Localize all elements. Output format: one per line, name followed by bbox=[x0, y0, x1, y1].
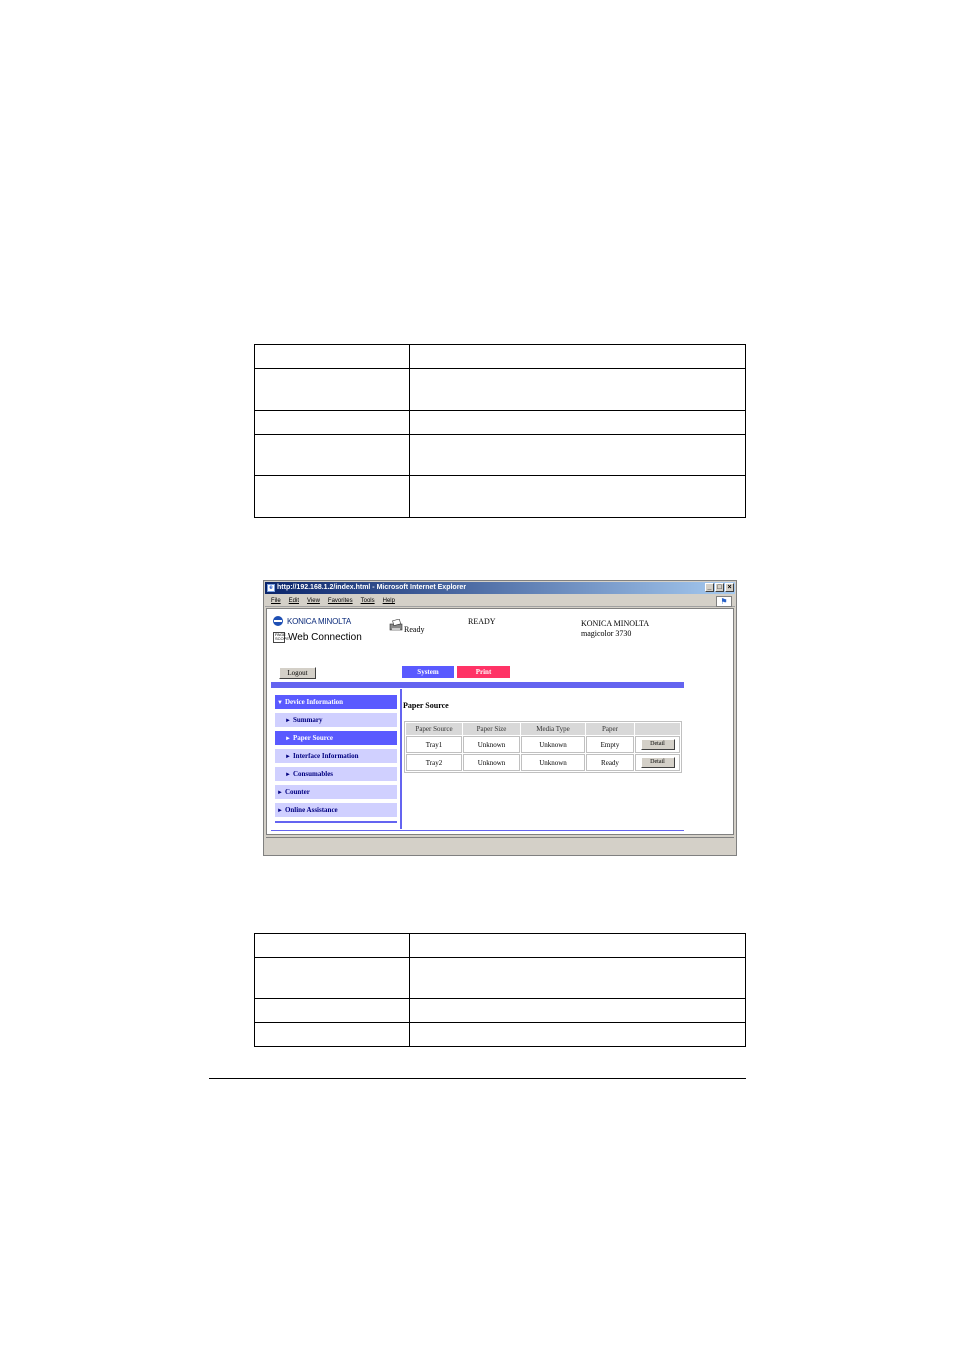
paper-status-cell: Ready bbox=[586, 754, 634, 771]
paper-source-cell: Tray2 bbox=[406, 754, 462, 771]
tab-system[interactable]: System bbox=[402, 666, 454, 678]
table-cell bbox=[255, 476, 410, 518]
media-type-cell: Unknown bbox=[521, 736, 585, 753]
triangle-down-icon: ▼ bbox=[277, 700, 283, 706]
paper-source-table bbox=[404, 721, 682, 773]
window-controls bbox=[705, 583, 734, 592]
paper-size-cell: Unknown bbox=[463, 754, 520, 771]
table-cell bbox=[410, 934, 746, 958]
table-cell bbox=[410, 411, 746, 435]
status-text: Ready bbox=[404, 625, 425, 634]
sidebar-item-paper-source[interactable] bbox=[275, 731, 397, 745]
device-status: READY bbox=[468, 617, 496, 626]
column-header: Paper Source bbox=[406, 723, 462, 735]
paper-source-cell: Tray1 bbox=[406, 736, 462, 753]
table-cell bbox=[255, 999, 410, 1023]
web-page bbox=[266, 608, 734, 835]
printer-icon bbox=[389, 619, 404, 632]
detail-button[interactable]: Detail bbox=[641, 739, 675, 750]
sidebar-item-label: Online Assistance bbox=[284, 806, 338, 814]
konica-minolta-logo bbox=[273, 616, 351, 626]
table-cell bbox=[410, 476, 746, 518]
browser-statusbar bbox=[266, 837, 734, 854]
table-cell bbox=[410, 999, 746, 1023]
browser-title: http://192.168.1.2/index.html - Microsoft Internet Explorer bbox=[277, 584, 467, 591]
windows-logo-icon: ⚑ bbox=[716, 596, 732, 607]
triangle-right-icon: ► bbox=[285, 772, 291, 778]
minimize-button[interactable]: _ bbox=[705, 583, 714, 592]
table-cell bbox=[410, 435, 746, 476]
paper-size-cell: Unknown bbox=[463, 736, 520, 753]
sidebar-item-consumables[interactable] bbox=[275, 767, 397, 781]
upper-table bbox=[254, 344, 746, 518]
paper-status-cell: Empty bbox=[586, 736, 634, 753]
sidebar-item-label: Counter bbox=[284, 788, 310, 796]
brand-name: KONICA MINOLTA bbox=[287, 616, 352, 626]
menu-edit[interactable]: Edit bbox=[288, 598, 300, 604]
close-button[interactable]: × bbox=[725, 583, 734, 592]
sidebar-item-label: Consumables bbox=[292, 770, 334, 778]
product-name: Web Connection bbox=[288, 632, 362, 643]
table-cell bbox=[255, 369, 410, 411]
table-row bbox=[406, 736, 680, 753]
footer-rule bbox=[209, 1078, 746, 1079]
globe-icon bbox=[273, 616, 283, 626]
table-cell bbox=[255, 1023, 410, 1047]
triangle-right-icon: ► bbox=[277, 808, 283, 814]
sidebar-divider bbox=[275, 821, 397, 823]
ie-app-icon: e bbox=[267, 584, 275, 592]
table-cell bbox=[255, 958, 410, 999]
table-cell bbox=[255, 934, 410, 958]
logout-button[interactable]: Logout bbox=[279, 667, 316, 679]
triangle-right-icon: ► bbox=[285, 754, 291, 760]
sidebar-item-summary[interactable] bbox=[275, 713, 397, 727]
menu-view[interactable]: View bbox=[307, 598, 320, 604]
sidebar-item-counter[interactable] bbox=[275, 785, 397, 799]
pagescope-icon: PAGE SCOPE bbox=[275, 632, 290, 641]
footer-divider bbox=[271, 830, 684, 831]
table-cell bbox=[410, 345, 746, 369]
column-header: Paper Size bbox=[463, 723, 520, 735]
sidebar-item-label: Interface Information bbox=[292, 752, 359, 760]
web-connection-logo bbox=[273, 632, 362, 643]
table-cell bbox=[410, 1023, 746, 1047]
column-header: Media Type bbox=[521, 723, 585, 735]
menu-help[interactable]: Help bbox=[382, 598, 395, 604]
browser-window bbox=[263, 580, 737, 856]
table-cell bbox=[410, 369, 746, 411]
triangle-right-icon: ► bbox=[277, 790, 283, 796]
sidebar-item-label: Summary bbox=[292, 716, 323, 724]
table-cell bbox=[410, 958, 746, 999]
header-divider bbox=[271, 682, 684, 688]
triangle-right-icon: ► bbox=[285, 718, 291, 724]
table-cell bbox=[255, 345, 410, 369]
table-cell bbox=[255, 411, 410, 435]
menu-favorites[interactable]: Favorites bbox=[327, 598, 353, 604]
menu-tools[interactable]: Tools bbox=[360, 598, 375, 604]
page-title: Paper Source bbox=[403, 701, 449, 710]
action-cell bbox=[635, 754, 680, 771]
action-cell bbox=[635, 736, 680, 753]
maximize-button[interactable]: □ bbox=[715, 583, 724, 592]
column-header bbox=[635, 723, 680, 735]
manufacturer-label: KONICA MINOLTA bbox=[581, 619, 650, 628]
sidebar-item-online-assistance[interactable] bbox=[275, 803, 397, 817]
table-cell bbox=[255, 435, 410, 476]
table-header-row bbox=[406, 723, 680, 735]
sidebar bbox=[271, 689, 402, 829]
sidebar-item-label: Device Information bbox=[284, 698, 344, 706]
browser-menubar bbox=[265, 595, 735, 607]
lower-table bbox=[254, 933, 746, 1047]
triangle-right-icon: ► bbox=[285, 736, 291, 742]
menu-file[interactable]: File bbox=[271, 598, 281, 604]
column-header: Paper bbox=[586, 723, 634, 735]
detail-button[interactable]: Detail bbox=[641, 757, 675, 768]
media-type-cell: Unknown bbox=[521, 754, 585, 771]
tab-print[interactable]: Print bbox=[457, 666, 510, 678]
sidebar-item-label: Paper Source bbox=[292, 734, 333, 742]
model-label: magicolor 3730 bbox=[581, 629, 632, 638]
browser-titlebar bbox=[265, 582, 735, 594]
table-row bbox=[406, 754, 680, 771]
sidebar-item-device-information[interactable] bbox=[275, 695, 397, 709]
sidebar-item-interface-information[interactable] bbox=[275, 749, 397, 763]
